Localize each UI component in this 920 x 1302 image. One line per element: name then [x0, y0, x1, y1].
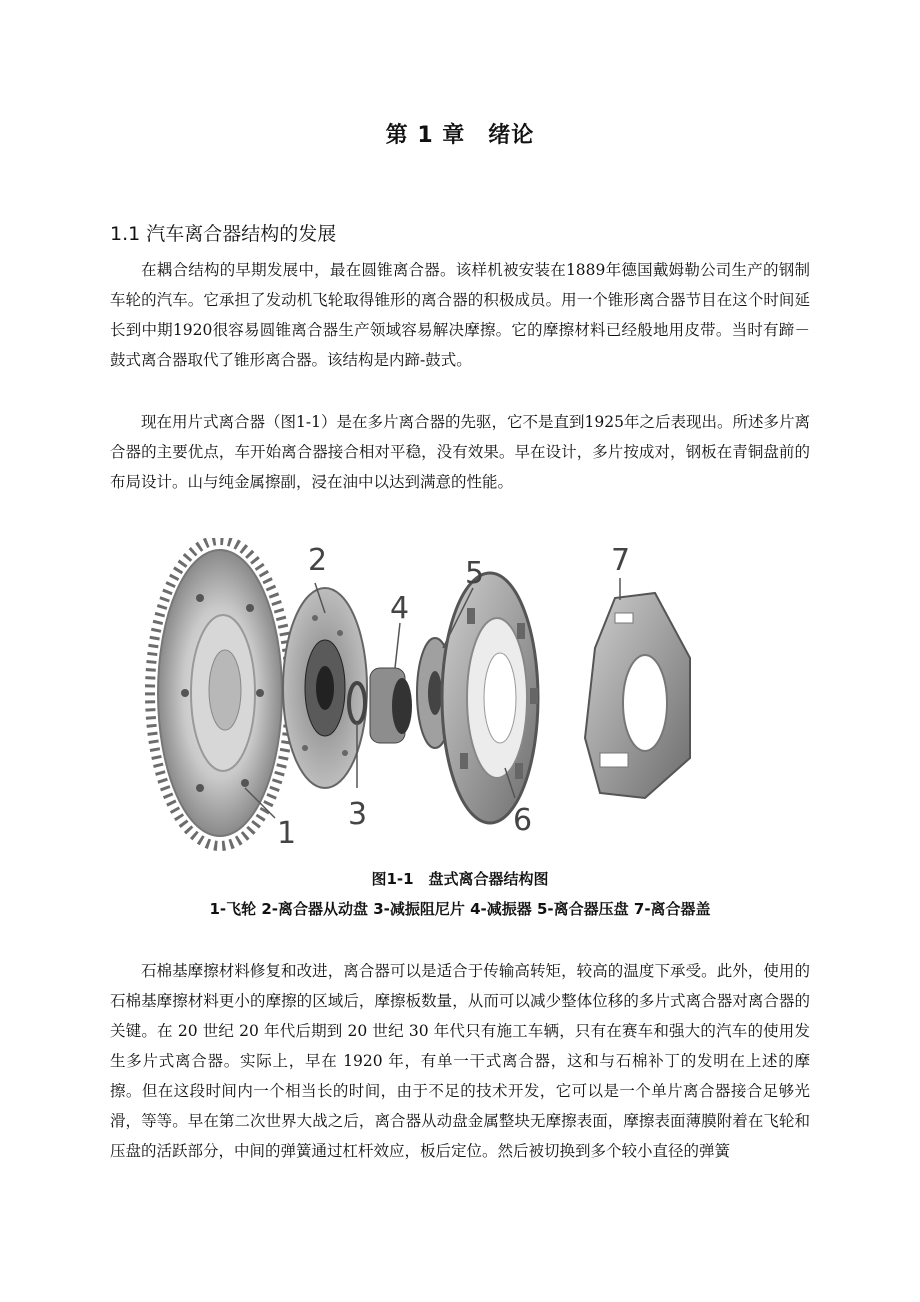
clutch-cover-assembly-part: [442, 573, 538, 823]
driven-disc-part: [283, 588, 367, 788]
section-title: 1.1 汽车离合器结构的发展: [110, 223, 337, 245]
flywheel-part: [150, 540, 290, 846]
figure-label-6: 6: [513, 803, 533, 838]
figure-label-2: 2: [308, 543, 328, 578]
figure-caption-legend: 1-飞轮 2-离合器从动盘 3-减振阻尼片 4-减振器 5-离合器压盘 7-离合器盖: [209, 900, 711, 918]
chapter-title: 第 1 章 绪论: [385, 123, 535, 148]
paragraph-3: 石棉基摩擦材料修复和改进，离合器可以是适合于传输高转矩，较高的温度下承受。此外，使用的石棉基摩擦材料更小的摩擦的区域后，摩擦板数量，从而可以减少整体位移的多片式离合器对离合器的关键。在 20 世纪 20 年代后期到 20 世纪 30 年代只有施工车辆，只有在赛车和强大的汽车的使用发生多片式离合器。实际上，早在 1920 年，有单一干式离合器，这和与石棉补丁的发明在上述的摩擦。但在这段时间内一个相当长的时间，由于不足的技术开发，它可以是一个单片离合器接合足够光滑，等等。早在第二次世界大战之后，离合器从动盘金属整块无摩擦表面，摩擦表面薄膜附着在飞轮和压盘的活跃部分，中间的弹簧通过杠杆效应，板后定位。然后被切换到多个较小直径的弹簧: [110, 962, 810, 1160]
figure-label-1: 1: [277, 816, 297, 851]
paragraph-2: 现在用片式离合器（图1-1）是在多片离合器的先驱，它不是直到1925年之后表现出。所述多片离合器的主要优点，车开始离合器接合相对平稳，没有效果。早在设计，多片按成对，钢板在青铜盘前的布局设计。山与纯金属擦副，浸在油中以达到满意的性能。: [110, 413, 810, 491]
figure-label-3: 3: [348, 797, 368, 832]
clutch-structure-figure: [145, 538, 785, 853]
figure-label-4: 4: [390, 591, 410, 626]
damper-part: [370, 668, 412, 743]
figure-label-5: 5: [465, 556, 485, 591]
figure-label-7: 7: [611, 543, 631, 578]
figure-caption-title: 图1-1 盘式离合器结构图: [371, 870, 549, 888]
paragraph-1: 在耦合结构的早期发展中，最在圆锥离合器。该样机被安装在1889年德国戴姆勒公司生产的钢制车轮的汽车。它承担了发动机飞轮取得锥形的离合器的积极成员。用一个锥形离合器节目在这个时间延长到中期1920很容易圆锥离合器生产领域容易解决摩擦。它的摩擦材料已经般地用皮带。当时有蹄－鼓式离合器取代了锥形离合器。该结构是内蹄-鼓式。: [110, 261, 810, 369]
clutch-housing-part: [585, 593, 690, 798]
